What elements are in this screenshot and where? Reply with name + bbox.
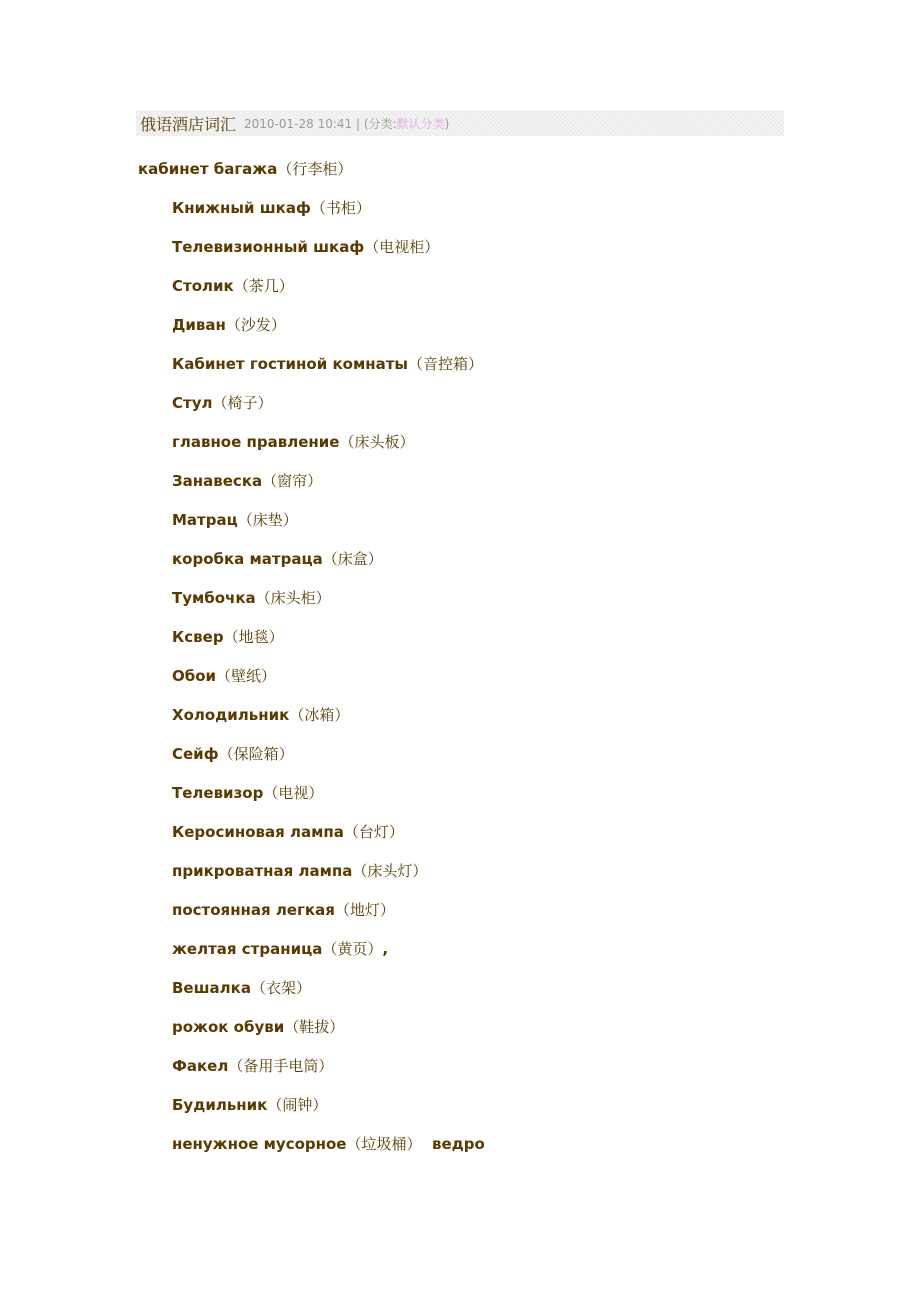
chinese-translation: （衣架） (250, 979, 311, 997)
post-date: 2010-01-28 (244, 116, 314, 131)
vocab-entry (0, 657, 920, 696)
vocab-entry (0, 1008, 920, 1047)
vocabulary-list (0, 150, 920, 1164)
russian-term: Кабинет гостиной комнаты (172, 355, 408, 373)
chinese-translation: （床头灯） (352, 862, 428, 880)
chinese-translation: （地灯） (334, 901, 395, 919)
vocab-entry (0, 813, 920, 852)
vocab-entry (0, 150, 920, 189)
chinese-translation: （地毯） (223, 628, 284, 646)
russian-term: ненужное мусорное (172, 1135, 347, 1153)
russian-term: рожок обуви (172, 1018, 285, 1036)
post-title: 俄语酒店词汇 (140, 114, 237, 134)
vocab-entry (0, 618, 920, 657)
term-suffix: , (382, 940, 389, 958)
russian-term: Диван (172, 316, 226, 334)
chinese-translation: （垃圾桶） (346, 1135, 422, 1153)
vocab-entry (0, 462, 920, 501)
russian-term: постоянная легкая (172, 901, 335, 919)
meta-separator: | (356, 116, 361, 131)
vocab-entry (0, 1086, 920, 1125)
russian-term: Занавеска (172, 472, 263, 490)
russian-term: прикроватная лампа (172, 862, 353, 880)
vocab-entry (0, 774, 920, 813)
vocab-entry (0, 1047, 920, 1086)
vocab-entry (0, 345, 920, 384)
russian-term: главное правление (172, 433, 340, 451)
category-link[interactable]: 默认分类 (396, 116, 445, 131)
chinese-translation: （闹钟） (267, 1096, 328, 1114)
russian-term: Тумбочка (172, 589, 256, 607)
russian-term: Будильник (172, 1096, 268, 1114)
category-suffix: ) (444, 116, 450, 131)
chinese-translation: （黄页） (322, 940, 383, 958)
vocab-entry (0, 501, 920, 540)
chinese-translation: （备用手电筒） (228, 1057, 334, 1075)
post-meta (244, 115, 449, 132)
russian-term: Стул (172, 394, 213, 412)
russian-term: кабинет багажа (138, 160, 278, 178)
chinese-translation: （鞋拔） (284, 1018, 345, 1036)
vocab-entry (0, 267, 920, 306)
vocab-entry (0, 189, 920, 228)
russian-term: Телевизионный шкаф (172, 238, 365, 256)
chinese-translation: （行李柜） (277, 160, 353, 178)
russian-term: Телевизор (172, 784, 264, 802)
russian-term: Сейф (172, 745, 219, 763)
vocab-entry (0, 735, 920, 774)
chinese-translation: （床垫） (237, 511, 298, 529)
chinese-translation: （床盒） (322, 550, 383, 568)
chinese-translation: （电视柜） (364, 238, 440, 256)
chinese-translation: （冰箱） (289, 706, 350, 724)
russian-term: Матрац (172, 511, 238, 529)
chinese-translation: （茶几） (233, 277, 294, 295)
vocab-entry (0, 1125, 920, 1164)
post-time: 10:41 (317, 116, 353, 131)
vocab-entry (0, 228, 920, 267)
chinese-translation: （书柜） (310, 199, 371, 217)
chinese-translation: （音控箱） (407, 355, 483, 373)
chinese-translation: （床头板） (339, 433, 415, 451)
chinese-translation: （窗帘） (262, 472, 323, 490)
vocab-entry (0, 696, 920, 735)
russian-term: Столик (172, 277, 234, 295)
category-prefix: (分类: (363, 116, 397, 131)
russian-term: Ксвер (172, 628, 224, 646)
vocab-entry (0, 384, 920, 423)
russian-term: коробка матраца (172, 550, 323, 568)
vocab-entry (0, 969, 920, 1008)
vocab-entry (0, 852, 920, 891)
chinese-translation: （沙发） (225, 316, 286, 334)
russian-term: Холодильник (172, 706, 290, 724)
chinese-translation: （床头柜） (255, 589, 331, 607)
russian-term: Обои (172, 667, 217, 685)
chinese-translation: （椅子） (212, 394, 273, 412)
russian-term: Факел (172, 1057, 229, 1075)
post-header (136, 110, 784, 136)
vocab-entry (0, 891, 920, 930)
vocab-entry (0, 306, 920, 345)
chinese-translation: （电视） (263, 784, 324, 802)
vocab-entry (0, 423, 920, 462)
russian-term: Вешалка (172, 979, 251, 997)
vocab-entry (0, 930, 920, 969)
term-suffix: ведро (421, 1135, 485, 1153)
vocab-entry (0, 540, 920, 579)
chinese-translation: （台灯） (343, 823, 404, 841)
russian-term: Книжный шкаф (172, 199, 311, 217)
chinese-translation: （保险箱） (218, 745, 294, 763)
russian-term: желтая страница (172, 940, 323, 958)
vocab-entry (0, 579, 920, 618)
chinese-translation: （壁纸） (216, 667, 277, 685)
russian-term: Керосиновая лампа (172, 823, 344, 841)
